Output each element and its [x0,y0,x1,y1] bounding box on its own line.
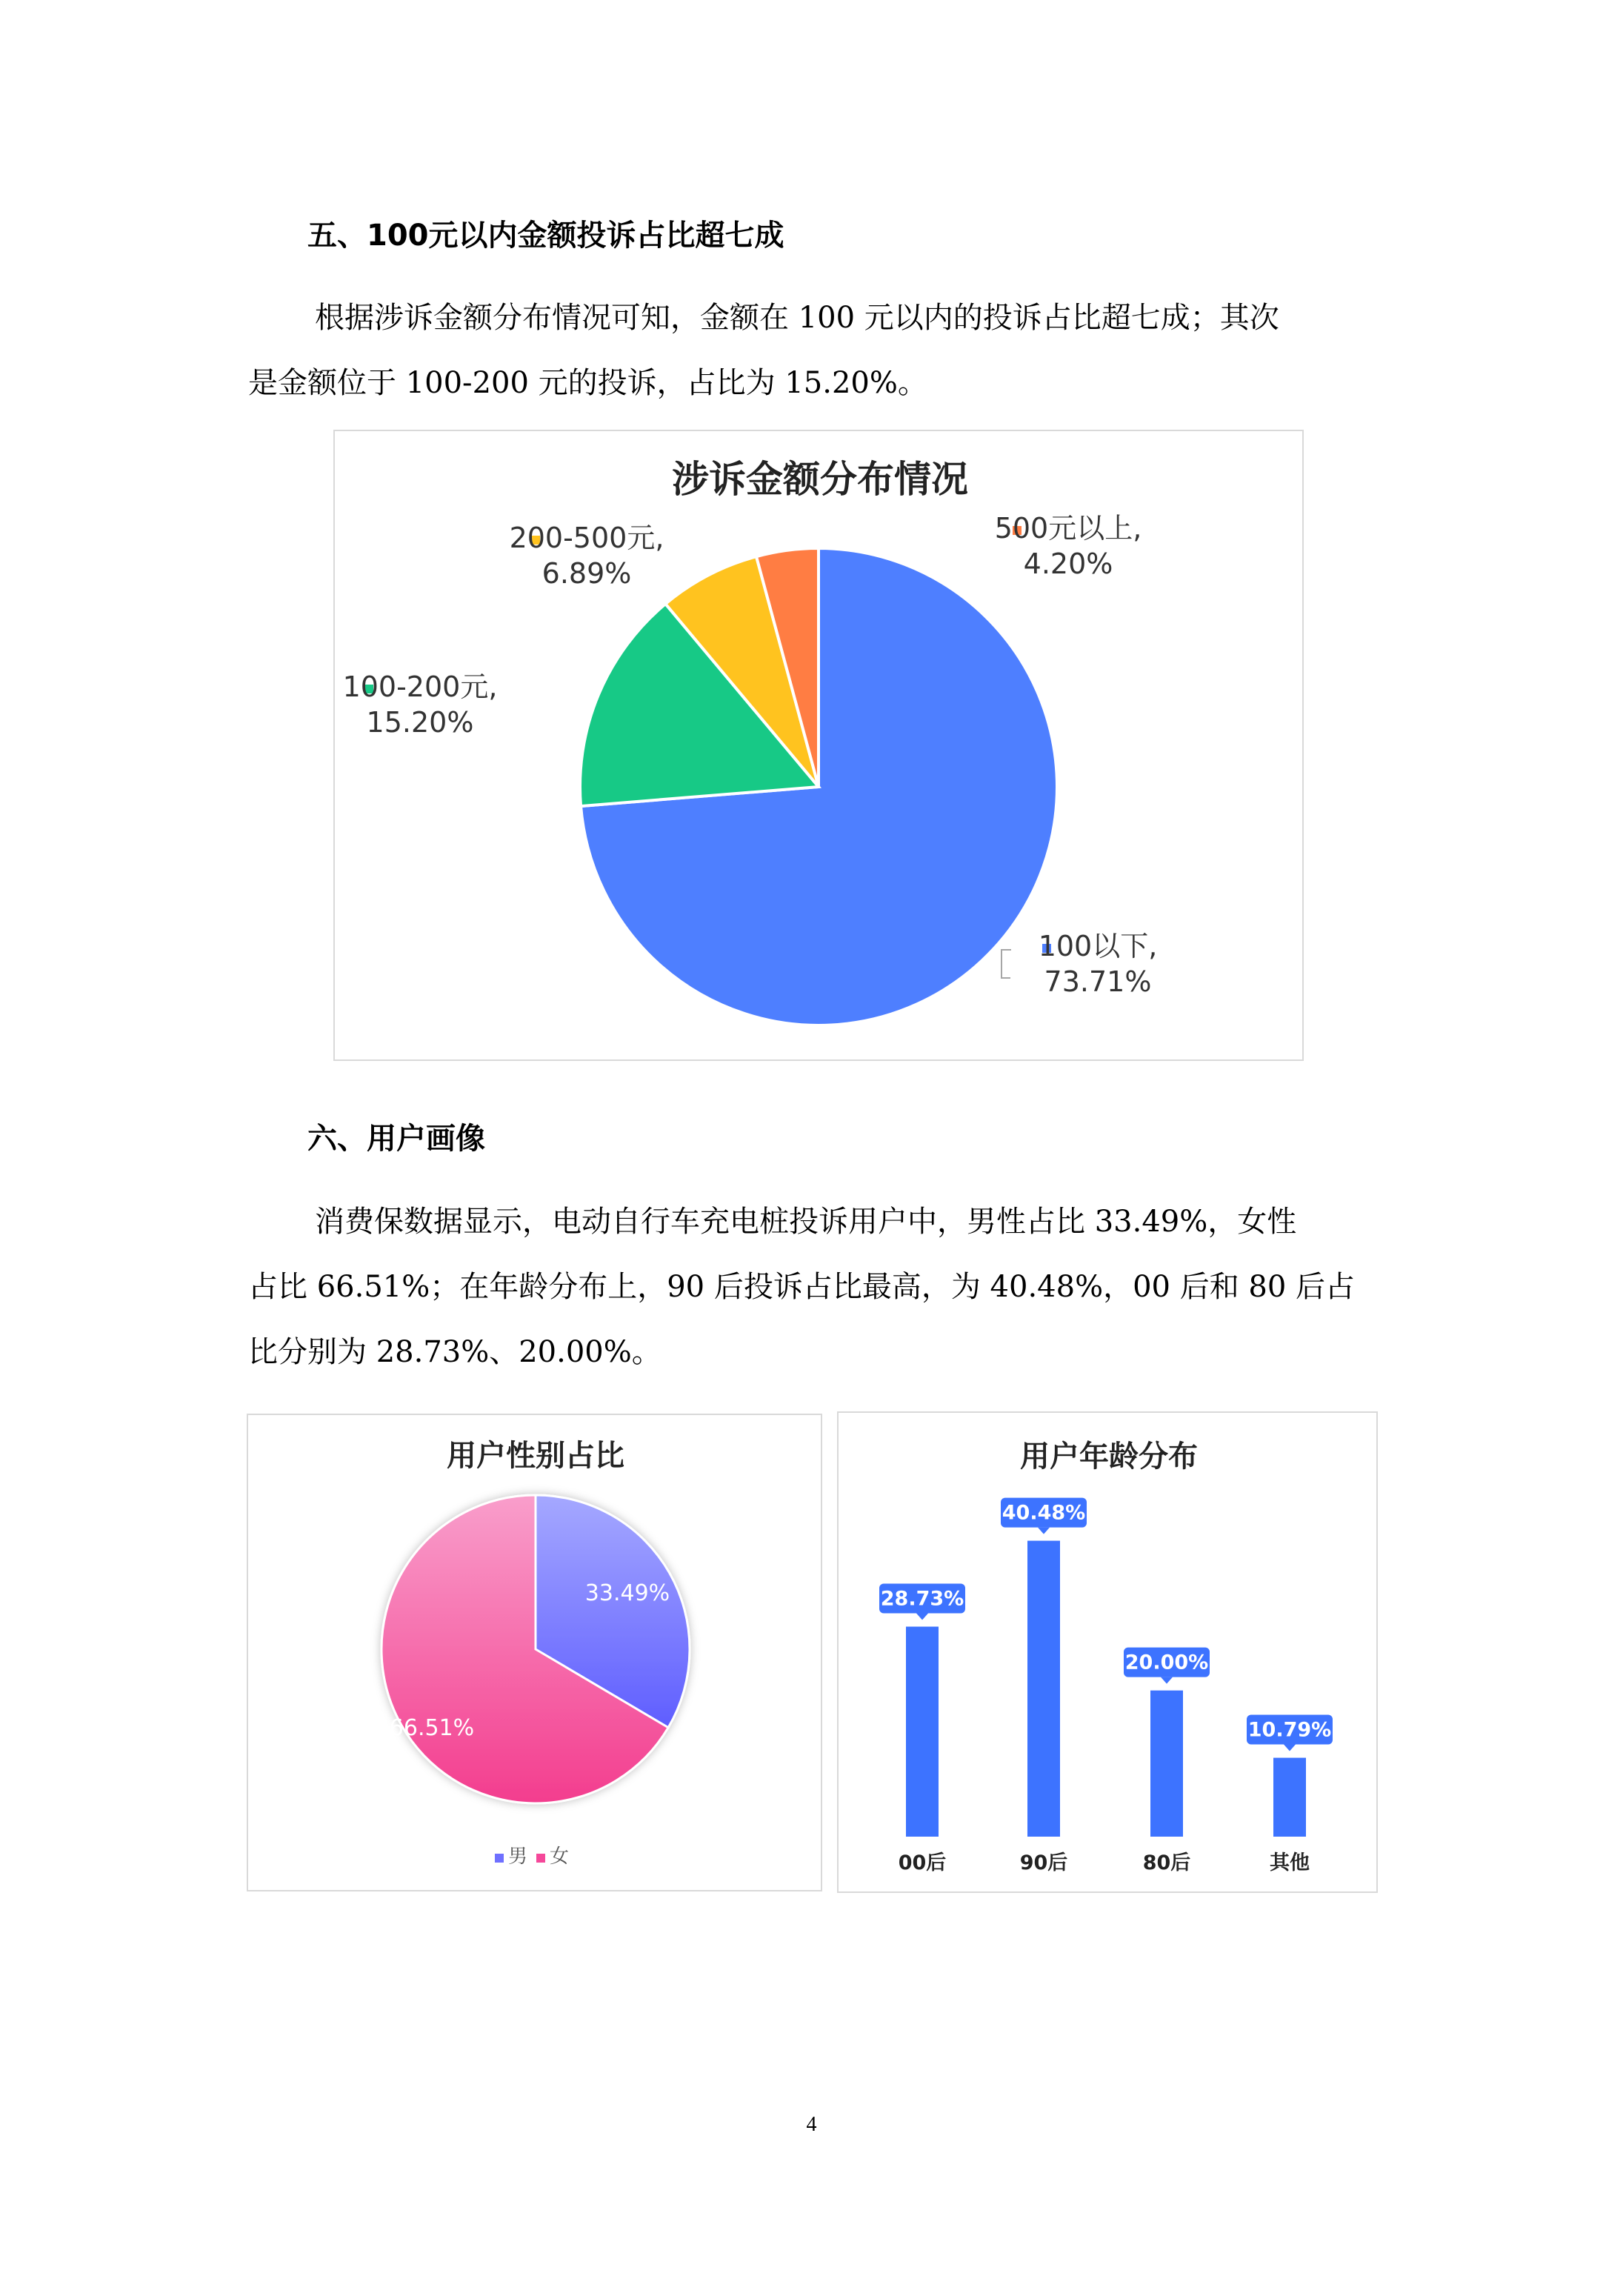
chart-title: 涉诉金额分布情况 [672,458,968,501]
bar-value-label: 40.48% [1002,1501,1086,1525]
slice-label: 500元以上, [994,512,1142,545]
slice-label: 100以下, [1038,930,1158,962]
section5-paragraph [248,285,1389,416]
page-number: 4 [806,2113,817,2136]
bar-label-pointer [1284,1745,1296,1751]
slice-label: 200-500元, [509,522,664,554]
bar-value-label: 20.00% [1124,1651,1209,1674]
chart-title: 用户性别占比 [447,1439,624,1473]
bar-1 [1027,1541,1060,1837]
paragraph-line: 根据涉诉金额分布情况可知，金额在 100 元以内的投诉占比超七成；其次 [315,301,1279,335]
category-label: 90后 [1019,1851,1068,1874]
legend-label-male: 男 [508,1846,528,1868]
bar-3 [1273,1758,1306,1837]
slice-value-label: 6.89% [541,557,632,590]
bar-2 [1150,1691,1183,1837]
category-label: 80后 [1142,1851,1191,1874]
bar-label-pointer [1161,1677,1173,1684]
leader-line [1002,950,1011,978]
legend-label-female: 女 [550,1846,570,1868]
paragraph-line: 占比 66.51%；在年龄分布上，90 后投诉占比最高，为 40.48%，00 后和 80 后占 [248,1270,1356,1304]
slice-value-label: 15.20% [366,706,474,739]
slice-value-label: 73.71% [1044,965,1152,998]
legend-swatch-female [536,1854,545,1863]
bar-label-pointer [1038,1528,1050,1534]
section6-heading: 六、用户画像 [307,1122,485,1156]
chart-title: 用户年龄分布 [1020,1440,1198,1474]
section5-heading: 五、100元以内金额投诉占比超七成 [307,219,784,253]
age-distribution-chart [837,1411,1378,1893]
bar-value-label: 10.79% [1247,1718,1332,1742]
category-label: 00后 [898,1851,947,1874]
legend-swatch-male [495,1854,504,1863]
slice-value-label: 4.20% [1023,548,1113,580]
bar-value-label: 28.73% [880,1587,964,1611]
paragraph-line: 比分别为 28.73%、20.00%。 [248,1335,661,1369]
slice-label: 100-200元, [342,671,498,703]
amount-distribution-chart [333,430,1304,1061]
section6-paragraph [248,1189,1389,1385]
chart-legend [495,1846,569,1868]
slice-value-label: 33.49% [584,1580,670,1606]
slice-value-label: 66.51% [389,1715,475,1741]
bar-0 [906,1627,939,1837]
category-label: 其他 [1270,1851,1310,1874]
paragraph-line: 消费保数据显示，电动自行车充电桩投诉用户中，男性占比 33.49%，女性 [315,1205,1297,1239]
bar-label-pointer [916,1614,928,1620]
paragraph-line: 是金额位于 100-200 元的投诉，占比为 15.20%。 [248,366,927,400]
gender-ratio-chart [247,1414,822,1891]
